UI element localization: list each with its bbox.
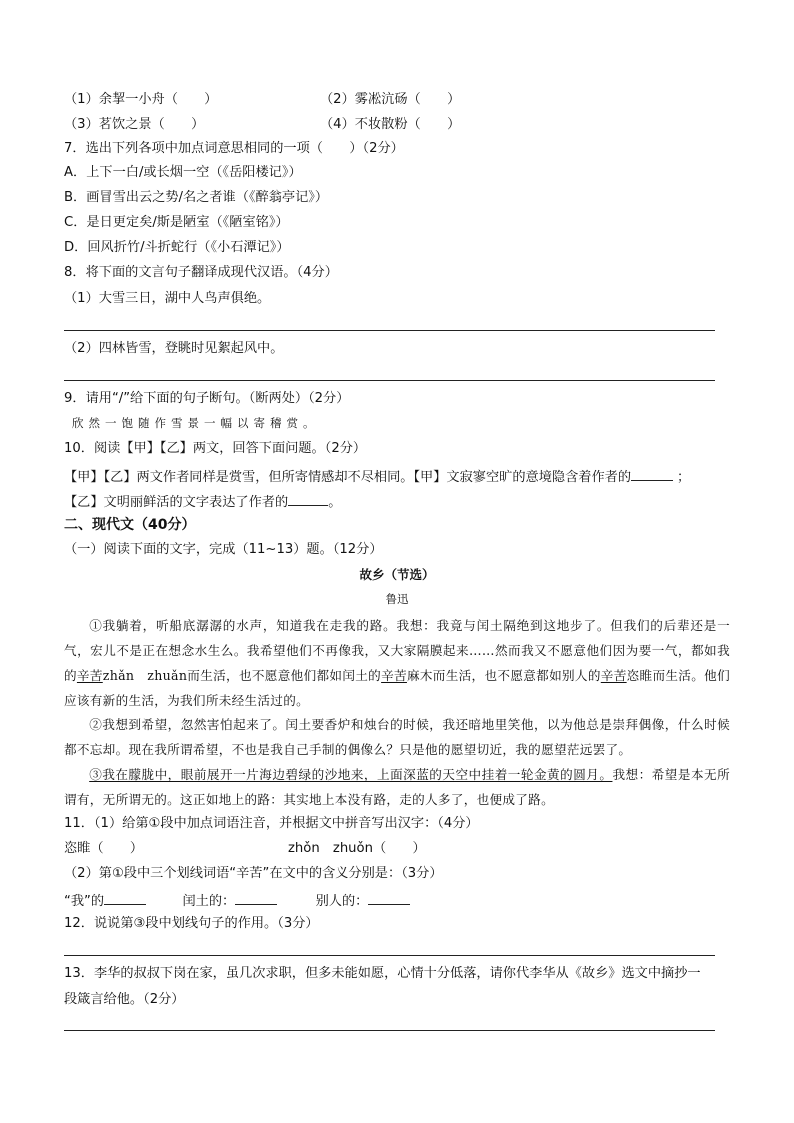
q10-line-2-text: 【乙】文明丽鲜活的文字表达了作者的: [64, 495, 289, 510]
q11-blank-others[interactable]: [368, 890, 410, 905]
q6-item-2: （2）雾凇沆砀（ ）: [320, 92, 461, 107]
q10-stem: 10．阅读【甲】【乙】两文，回答下面问题。（2分）: [64, 441, 367, 456]
q12-answer-line[interactable]: [64, 955, 715, 956]
q13-stem-line-1: 13．李华的叔叔下岗在家，虽几次求职，但多未能如愿，心情十分低落，请你代李华从《故乡》选文中摘抄一: [64, 966, 701, 981]
p1-word-xinku-1: 辛苦: [76, 668, 103, 683]
p1-word-xinku-2: 辛苦: [381, 668, 407, 683]
q8-answer-line-2[interactable]: [64, 380, 715, 381]
passage-paragraph-1: [64, 613, 730, 713]
q10-line-1-text: 【甲】【乙】两文作者同样是赏雪，但所寄情感却不尽相同。【甲】文寂寥空旷的意境隐含着作者的: [64, 470, 632, 485]
q11-word-zhanzhuan: zhǒn zhuǒn（ ）: [288, 841, 426, 856]
q7-option-a: A．上下一白/或长烟一空（《岳阳楼记》）: [64, 165, 302, 180]
p1-text-c: 麻木而生活，也不愿意都如别人的: [406, 668, 601, 683]
q10-blank-2[interactable]: [288, 491, 328, 506]
passage-title: 故乡（节选）: [359, 567, 435, 582]
q11-blank-me[interactable]: [104, 890, 146, 905]
q13-stem-line-2: 段箴言给他。（2分）: [64, 992, 185, 1007]
q7-option-c: C．是日更定矣/斯是陋室（《陋室铭》）: [64, 215, 289, 230]
q10-blank-1[interactable]: [631, 466, 673, 481]
q8-sentence-1: （1）大雪三日，湖中人鸟声俱绝。: [64, 291, 271, 306]
q6-item-4: （4）不妆散粉（ ）: [320, 117, 461, 132]
q11-blank-runtu[interactable]: [235, 890, 277, 905]
q11-label-me: “我”的: [64, 894, 105, 909]
p3-text: 我想：希望是本无所谓有，无所谓无的。这正如地上的路：其实地上本没有路，走的人多了，也便成了路。: [64, 767, 730, 807]
section-2-subtitle: （一）阅读下面的文字，完成（11~13）题。（12分）: [64, 542, 383, 557]
section-2-title: 二、现代文（40分）: [64, 517, 196, 533]
p1-text-b: zhǎn zhuǎn而生活，也不愿意他们都如闰土的: [102, 668, 382, 683]
q10-line-2-end: 。: [328, 495, 342, 510]
passage-paragraph-2: ②我想到希望，忽然害怕起来了。闰土要香炉和烛台的时候，我还暗地里笑他，以为他总是崇拜偶像，什么时候都不忘却。现在我所谓希望，不也是我自己手制的偶像么？只是他的愿望切近，我的愿望茫远罢了。: [64, 717, 730, 757]
p1-text-a: ①我躺着，听船底潺潺的水声，知道我在走我的路。我想：我竟与闰土隔绝到这地步了。但我们的后辈还是一气，宏儿不是正在想念水生么。我希望他们不再像我，又大家隔膜起来……然而我又不愿意他们因为要一气，都如我的: [64, 618, 730, 683]
q12-stem: 12．说说第③段中划线句子的作用。（3分）: [64, 916, 319, 931]
p3-underlined-sentence: ③我在朦胧中，眼前展开一片海边碧绿的沙地来，上面深蓝的天空中挂着一轮金黄的圆月。: [89, 767, 613, 782]
q8-answer-line-1[interactable]: [64, 330, 715, 331]
q10-line-1: [64, 466, 690, 487]
q11-part-2: （2）第①段中三个划线词语“辛苦”在文中的含义分别是：（3分）: [64, 866, 443, 881]
q7-stem: 7．选出下列各项中加点词意思相同的一项（ ）（2分）: [64, 141, 404, 156]
q6-item-3: （3）茗饮之景（ ）: [64, 117, 205, 132]
q10-line-1-end: ；: [677, 470, 691, 485]
q6-item-1: （1）余挈一小舟（ ）: [64, 92, 218, 107]
q7-option-b: B．画冒雪出云之势/名之者谁（《醉翁亭记》）: [64, 190, 329, 205]
q11-label-runtu: 闰土的：: [182, 894, 236, 909]
q11-answer-row: [64, 890, 410, 911]
q11-stem: 11．（1）给第①段中加点词语注音，并根据文中拼音写出汉字：（4分）: [64, 816, 479, 831]
q8-sentence-2: （2）四林皆雪，登眺时见絮起风中。: [64, 341, 284, 356]
q13-answer-line[interactable]: [64, 1030, 715, 1031]
q9-sentence: 欣然一饱随作雪景一幅以寄稽赏。: [72, 416, 320, 430]
passage-paragraph-3: [64, 762, 730, 812]
q9-stem: 9．请用“/”给下面的句子断句。（断两处）（2分）: [64, 391, 350, 406]
q11-word-zisui: 恣睢（ ）: [64, 841, 144, 856]
q11-label-others: 别人的：: [315, 894, 369, 909]
passage-author: 鲁迅: [385, 592, 409, 606]
p1-text-d: 恣睢而生活。他们应该有新的生活，为我们所未经生活过的。: [64, 668, 730, 708]
q7-option-d: D．回风折竹/斗折蛇行（《小石潭记》）: [64, 240, 290, 255]
q10-line-2: [64, 491, 341, 512]
q8-stem: 8．将下面的文言句子翻译成现代汉语。（4分）: [64, 265, 338, 280]
p1-word-xinku-3: 辛苦: [600, 668, 627, 683]
